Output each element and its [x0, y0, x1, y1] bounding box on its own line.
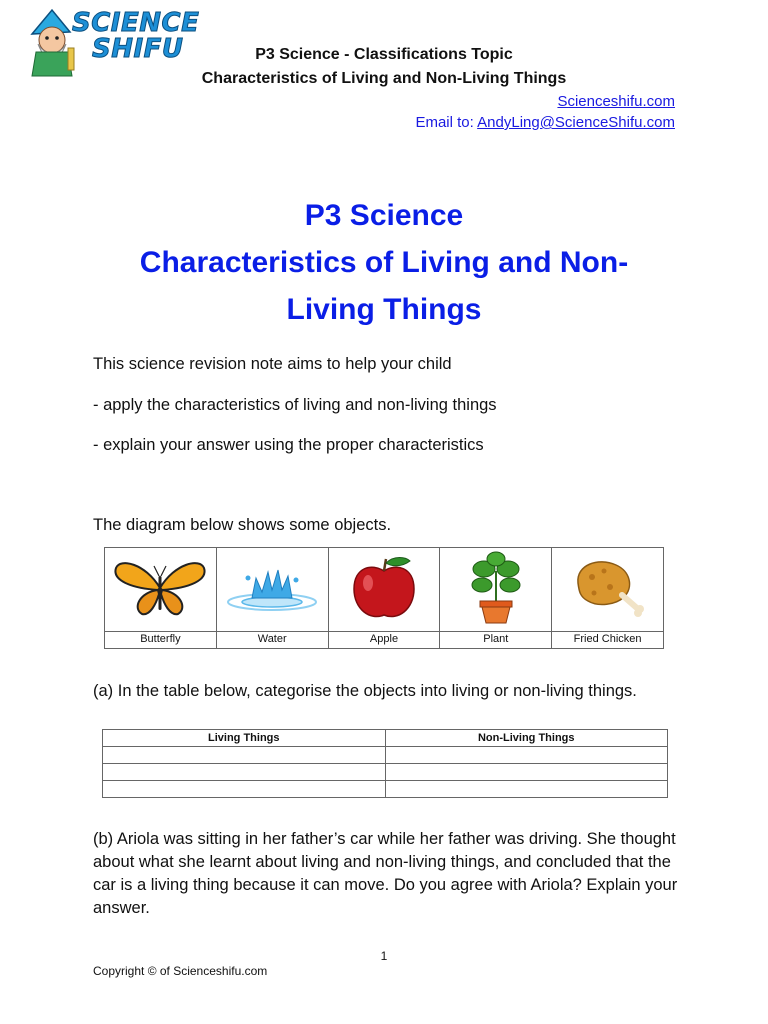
object-cell-plant — [440, 548, 552, 632]
object-cell-fried-chicken — [552, 548, 664, 632]
table-row — [103, 764, 668, 781]
question-a: (a) In the table below, categorise the objects into living or non-living things. — [93, 682, 637, 700]
objects-diagram-table — [104, 547, 664, 649]
object-label: Fried Chicken — [552, 632, 664, 649]
page-title-line2: Characteristics of Living and Non- — [139, 246, 629, 279]
apple-icon — [334, 553, 434, 623]
aim-item-1: - apply the characteristics of living and non-living things — [93, 396, 497, 414]
science-shifu-logo — [22, 8, 200, 78]
table-row — [103, 781, 668, 798]
page-number: 1 — [380, 949, 388, 963]
non-living-answer-cell[interactable] — [385, 764, 668, 781]
classification-table — [102, 729, 668, 798]
object-label: Water — [216, 632, 328, 649]
object-label: Apple — [328, 632, 440, 649]
potted-plant-icon — [446, 551, 546, 626]
object-cell-apple — [328, 548, 440, 632]
object-label: Plant — [440, 632, 552, 649]
fried-chicken-icon — [558, 553, 658, 623]
page-title-line3: Living Things — [286, 293, 482, 326]
page-title-line1: P3 Science — [304, 199, 464, 232]
header-topic: P3 Science - Classifications Topic — [255, 46, 513, 63]
water-splash-icon — [222, 558, 322, 618]
butterfly-icon — [110, 558, 210, 618]
non-living-answer-cell[interactable] — [385, 781, 668, 798]
aim-item-2: - explain your answer using the proper characteristics — [93, 436, 484, 454]
intro-text: This science revision note aims to help your child — [93, 355, 452, 373]
copyright-notice: Copyright © of Scienceshifu.com — [93, 964, 268, 978]
logo-line1: SCIENCE — [72, 8, 200, 38]
header-subtitle: Characteristics of Living and Non-Living Things — [201, 70, 567, 87]
object-cell-water — [216, 548, 328, 632]
living-things-header: Living Things — [103, 730, 386, 747]
living-answer-cell[interactable] — [103, 764, 386, 781]
site-link[interactable]: Scienceshifu.com — [557, 93, 675, 110]
object-label: Butterfly — [105, 632, 217, 649]
living-answer-cell[interactable] — [103, 781, 386, 798]
question-b: (b) Ariola was sitting in her father’s car while her father was driving. She thought about what she learnt about living and non-living things, and concluded that the car is a living thing because it can move. Do you agree with Ariola? Explain your answer. — [93, 830, 678, 917]
email-link[interactable]: AndyLing@ScienceShifu.com — [477, 114, 675, 131]
non-living-things-header: Non-Living Things — [385, 730, 668, 747]
email-prefix: Email to: — [415, 114, 478, 131]
non-living-answer-cell[interactable] — [385, 747, 668, 764]
living-answer-cell[interactable] — [103, 747, 386, 764]
table-row — [103, 747, 668, 764]
object-cell-butterfly — [105, 548, 217, 632]
logo-line2: SHIFU — [92, 34, 184, 64]
email-line — [415, 114, 675, 131]
diagram-intro: The diagram below shows some objects. — [93, 516, 392, 534]
